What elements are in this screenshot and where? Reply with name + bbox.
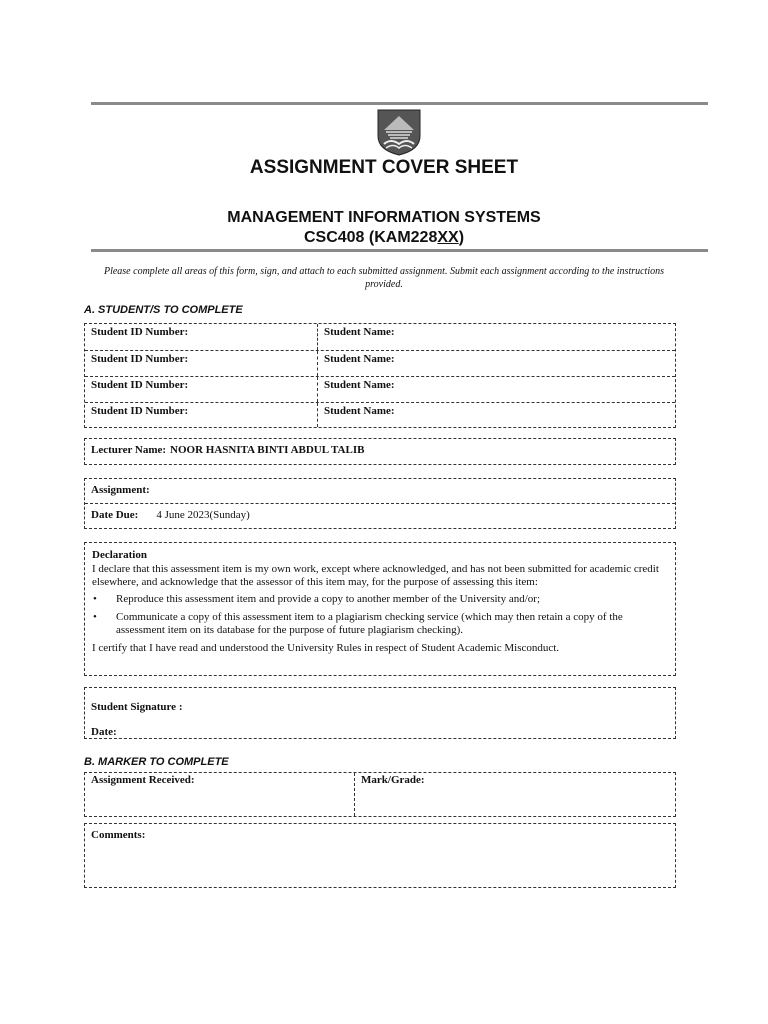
university-crest-icon	[376, 108, 422, 156]
student-name-field[interactable]: Student Name:	[317, 351, 675, 376]
student-details-table	[84, 323, 676, 428]
table-row	[85, 377, 675, 403]
student-name-field[interactable]: Student Name:	[317, 377, 675, 402]
lecturer-label: Lecturer Name:	[91, 444, 167, 456]
top-rule	[91, 102, 708, 105]
date-due-label: Date Due:	[91, 509, 139, 521]
course-code-prefix: CSC408 (KAM228	[303, 229, 438, 246]
signature-box	[84, 687, 676, 739]
marker-table	[84, 772, 676, 817]
signature-date-field[interactable]: Date:	[91, 726, 117, 738]
comments-box	[84, 823, 676, 888]
list-item: • Communicate a copy of this assessment item to a plagiarism checking service (which may then retain a copy of the assessment item on its database for the purpose of future plagiarism checking).	[93, 611, 623, 636]
course-code-close: )	[458, 229, 465, 246]
student-name-field[interactable]: Student Name:	[317, 403, 675, 427]
declaration-list	[92, 593, 668, 637]
student-id-field[interactable]: Student ID Number:	[91, 326, 189, 338]
date-due-value[interactable]: 4 June 2023(Sunday)	[156, 509, 250, 521]
section-b-heading: B. MARKER TO COMPLETE	[84, 756, 229, 768]
lecturer-box	[84, 438, 676, 465]
table-row	[85, 403, 675, 427]
declaration-certify: I certify that I have read and understood the University Rules in respect of Student Academic Misconduct.	[92, 642, 560, 654]
table-row	[85, 351, 675, 377]
assignment-received-field[interactable]: Assignment Received:	[91, 774, 195, 786]
list-item: • Reproduce this assessment item and provide a copy to another member of the University and/or;	[93, 593, 540, 605]
declaration-box	[84, 542, 676, 676]
assignment-row	[85, 479, 675, 504]
header-rule	[91, 249, 708, 252]
student-id-field[interactable]: Student ID Number:	[91, 405, 189, 417]
student-id-field[interactable]: Student ID Number:	[91, 379, 189, 391]
course-code-suffix: XX	[437, 229, 459, 246]
student-name-field[interactable]: Student Name:	[317, 324, 675, 350]
course-code	[0, 229, 768, 247]
student-id-field[interactable]: Student ID Number:	[91, 353, 189, 365]
lecturer-name[interactable]: NOOR HASNITA BINTI ABDUL TALIB	[170, 444, 365, 456]
assignment-box	[84, 478, 676, 529]
student-signature-field[interactable]: Student Signature :	[91, 701, 183, 713]
course-name: MANAGEMENT INFORMATION SYSTEMS	[227, 209, 541, 226]
comments-field[interactable]: Comments:	[91, 829, 146, 841]
declaration-heading: Declaration	[92, 549, 147, 561]
assignment-label[interactable]: Assignment:	[91, 484, 150, 496]
date-due-row	[85, 504, 675, 528]
table-row	[85, 324, 675, 351]
instructions-text: Please complete all areas of this form, sign, and attach to each submitted assignment. Submit each assignment according to the instructions provided.	[103, 266, 665, 290]
declaration-intro: I declare that this assessment item is my own work, except where acknowledged, and has not been submitted for academic credit elsewhere, and acknowledge that the assessor of this item may, for the purpose of assessing this item:	[92, 563, 659, 588]
mark-grade-field[interactable]: Mark/Grade:	[354, 773, 675, 816]
bullet-icon: •	[93, 611, 97, 623]
section-a-heading: A. STUDENT/S TO COMPLETE	[84, 304, 243, 316]
page-title: ASSIGNMENT COVER SHEET	[249, 157, 519, 178]
bullet-icon: •	[93, 593, 97, 605]
